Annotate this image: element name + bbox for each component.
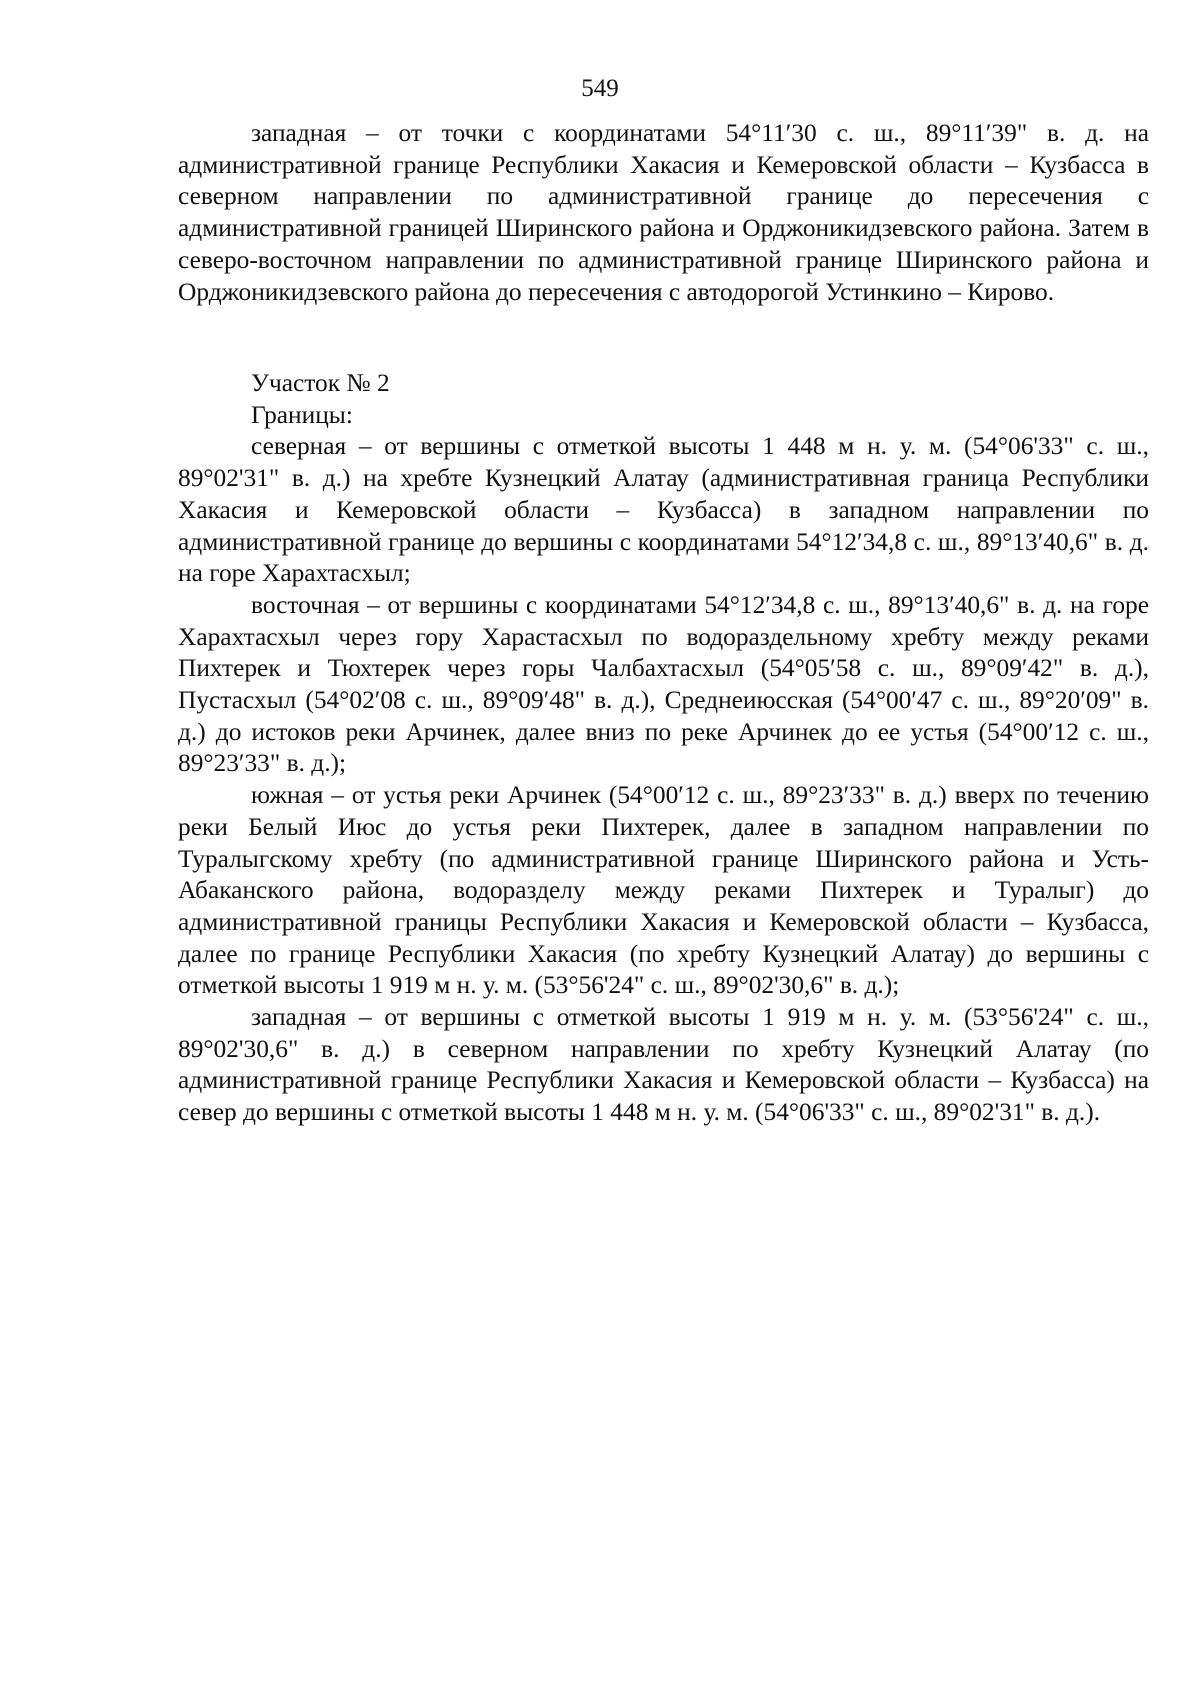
section-subtitle: Границы: [251,400,353,429]
section-2-text [178,368,1149,1129]
page-number: 549 [581,75,619,102]
section-1-text [178,118,1149,308]
section-title: Участок № 2 [251,369,390,397]
paragraph-northern-boundary: северная – от вершины с отметкой высоты 1 448 м н. у. м. (54°06'33" с. ш., 89°02'31" в. д.) на хребте Кузнецкий Алатау (административная граница Республики Хакасия и Кемеровской области – Кузбасса) в западном направлении по административной границе до вершины с координатами 54°12′34,8 с. ш., 89°13′40,6" в. д. на горе Харахтасхыл; [178,432,1149,588]
paragraph-southern-boundary: южная – от устья реки Арчинек (54°00′12 с. ш., 89°23′33" в. д.) вверх по течению реки Белый Июс до устья реки Пихтерек, далее в западном направлении по Туралыгскому хребту (по административной границе Ширинского района и Усть-Абаканского района, водоразделу между реками Пихтерек и Туралыг) до административной границы Республики Хакасия и Кемеровской области – Кузбасса, далее по границе Республики Хакасия (по хребту Кузнецкий Алатау) до вершины с отметкой высоты 1 919 м н. у. м. (53°56'24" с. ш., 89°02'30,6" в. д.); [178,781,1149,1000]
paragraph-western-boundary-2: западная – от вершины с отметкой высоты 1 919 м н. у. м. (53°56'24" с. ш., 89°02'30,6" в. д.) в северном направлении по хребту Кузнецкий Алатау (по административной границе Республики Хакасия и Кемеровской области – Кузбасса) на север до вершины с отметкой высоты 1 448 м н. у. м. (54°06'33" с. ш., 89°02'31" в. д.). [178,1003,1149,1127]
paragraph-eastern-boundary: восточная – от вершины с координатами 54°12′34,8 с. ш., 89°13′40,6" в. д. на горе Харахтасхыл через гору Харастасхыл по водораздельному хребту между реками Пихтерек и Тюхтерек через горы Чалбахтасхыл (54°05′58 с. ш., 89°09′42" в. д.), Пустасхыл (54°02′08 с. ш., 89°09′48" в. д.), Среднеиюсская (54°00′47 с. ш., 89°20′09" в. д.) до истоков реки Арчинек, далее вниз по реке Арчинек до ее устья (54°00′12 с. ш., 89°23′33" в. д.); [178,590,1149,778]
paragraph-western-boundary-1: западная – от точки с координатами 54°11′30 с. ш., 89°11′39" в. д. на административной границе Республики Хакасия и Кемеровской области – Кузбасса в северном направлении по административной границе до пересечения с административной границей Ширинского района и Орджоникидзевского района. Затем в северо-восточном направлении по административной границе Ширинского района и Орджоникидзевского района до пересечения с автодорогой Устинкино – Кирово. [178,119,1149,306]
